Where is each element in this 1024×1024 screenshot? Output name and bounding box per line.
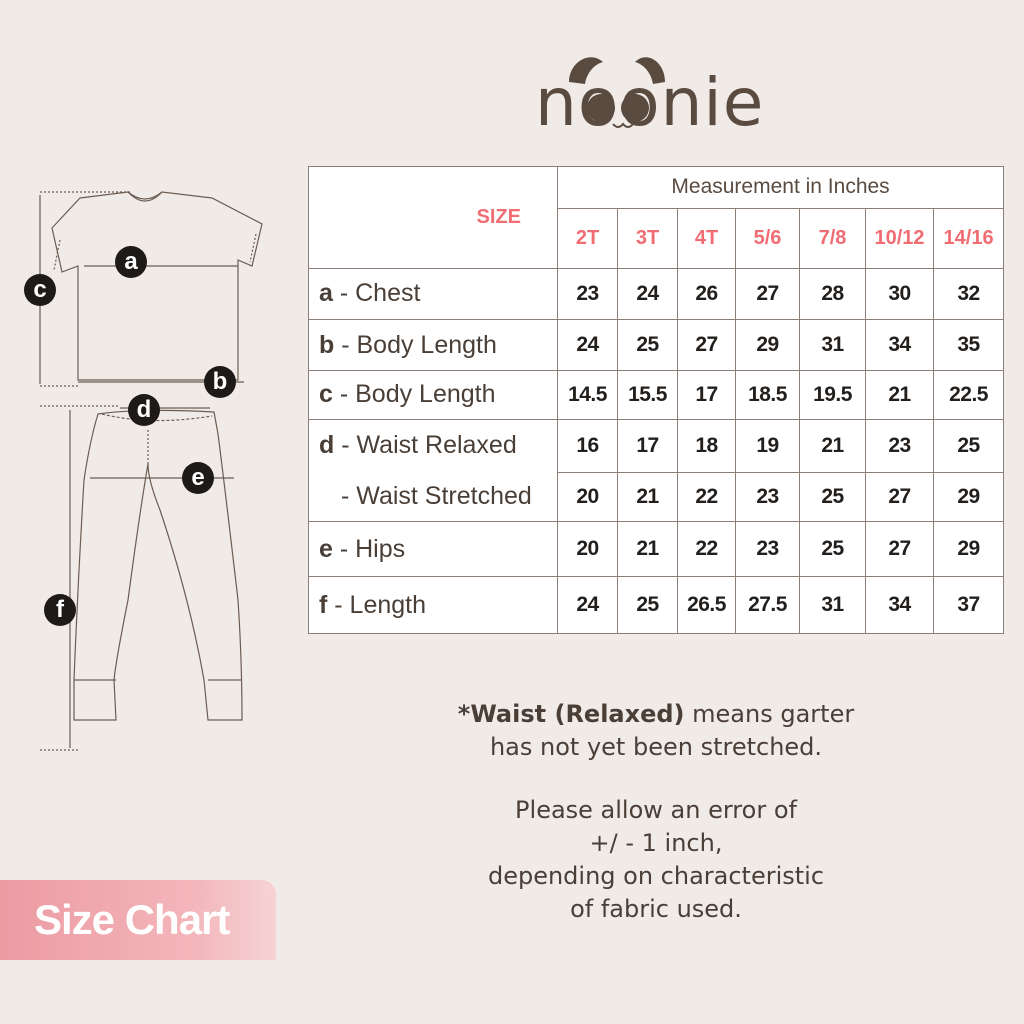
garment-diagram (20, 180, 290, 760)
table-cell: 20 (558, 522, 618, 577)
note-line-1-rest: means garter (684, 700, 855, 728)
row-label-text: - Waist Relaxed (334, 431, 517, 460)
table-cell: 22.5 (934, 371, 1004, 420)
table-row (309, 371, 1004, 420)
marker-b: b (204, 366, 236, 398)
table-cell: 23 (866, 419, 934, 472)
table-cell: 29 (934, 522, 1004, 577)
table-cell: 18 (678, 419, 736, 472)
size-7-8: 7/8 (800, 208, 866, 268)
table-cell: 27 (736, 268, 800, 320)
table-cell: 27 (866, 472, 934, 522)
table-cell: 19.5 (800, 371, 866, 420)
table-cell: 21 (618, 472, 678, 522)
brand-wordmark: noonie (535, 64, 765, 141)
table-cell: 22 (678, 522, 736, 577)
table-cell: 19 (736, 419, 800, 472)
table-row (309, 320, 1004, 371)
marker-f: f (44, 594, 76, 626)
table-cell: 25 (934, 419, 1004, 472)
row-label (309, 419, 558, 472)
marker-d: d (128, 394, 160, 426)
table-row (309, 472, 1004, 522)
size-header: SIZE (309, 167, 558, 269)
row-label-text: - Waist Stretched (341, 482, 532, 511)
table-cell: 27.5 (736, 577, 800, 634)
table-cell: 23 (736, 472, 800, 522)
size-2t: 2T (558, 208, 618, 268)
row-label-text: - Length (327, 590, 427, 619)
note-line-4: +/ - 1 inch, (589, 829, 723, 857)
note-line-5: depending on characteristic (487, 862, 825, 890)
row-label-text: - Body Length (332, 380, 496, 409)
table-row (309, 522, 1004, 577)
table-cell: 25 (800, 522, 866, 577)
table-cell: 15.5 (618, 371, 678, 420)
table-cell: 16 (558, 419, 618, 472)
table-cell: 34 (866, 577, 934, 634)
table-cell: 28 (800, 268, 866, 320)
table-cell: 26 (678, 268, 736, 320)
table-cell: 24 (558, 320, 618, 371)
table-cell: 29 (934, 472, 1004, 522)
row-letter: a (319, 279, 333, 308)
table-cell: 18.5 (736, 371, 800, 420)
size-3t: 3T (618, 208, 678, 268)
table-cell: 20 (558, 472, 618, 522)
table-cell: 25 (618, 577, 678, 634)
table-cell: 37 (934, 577, 1004, 634)
table-body (309, 268, 1004, 633)
table-cell: 31 (800, 577, 866, 634)
size-5-6: 5/6 (736, 208, 800, 268)
size-4t: 4T (678, 208, 736, 268)
table-cell: 35 (934, 320, 1004, 371)
note-line-2: has not yet been stretched. (489, 733, 823, 761)
table-row (309, 419, 1004, 472)
table-cell: 27 (678, 320, 736, 371)
table-cell: 17 (678, 371, 736, 420)
row-label (309, 320, 558, 371)
size-chart-badge (0, 880, 276, 960)
row-letter: e (319, 534, 333, 563)
table-row (309, 577, 1004, 634)
measurement-header: Measurement in Inches (558, 167, 1004, 209)
size-14-16: 14/16 (934, 208, 1004, 268)
notes (420, 698, 892, 926)
size-table (308, 166, 1004, 634)
table-cell: 21 (866, 371, 934, 420)
note-line-3: Please allow an error of (515, 796, 797, 824)
note-line-1 (420, 698, 892, 731)
table-cell: 17 (618, 419, 678, 472)
row-label-text: - Hips (332, 534, 406, 563)
pajama-illustration (20, 180, 290, 760)
row-label (309, 268, 558, 320)
row-label (309, 577, 558, 634)
table-cell: 32 (934, 268, 1004, 320)
table-cell: 31 (800, 320, 866, 371)
marker-e: e (182, 462, 214, 494)
row-label-text: - Body Length (334, 330, 497, 359)
table-cell: 29 (736, 320, 800, 371)
table-cell: 30 (866, 268, 934, 320)
table-cell: 21 (800, 419, 866, 472)
row-letter: b (319, 330, 335, 359)
table-cell: 34 (866, 320, 934, 371)
note-line-6: of fabric used. (570, 895, 742, 923)
table-cell: 24 (618, 268, 678, 320)
table-cell: 22 (678, 472, 736, 522)
row-label (309, 472, 558, 522)
table-cell: 26.5 (678, 577, 736, 634)
badge-label: Size Chart (34, 896, 230, 943)
brand-logo (535, 52, 785, 142)
row-letter: f (319, 590, 328, 619)
table-cell: 24 (558, 577, 618, 634)
table-cell: 14.5 (558, 371, 618, 420)
row-label (309, 522, 558, 577)
row-label-text: - Chest (332, 279, 421, 308)
row-label (309, 371, 558, 420)
table-cell: 21 (618, 522, 678, 577)
row-letter: d (319, 431, 335, 460)
table-cell: 27 (866, 522, 934, 577)
marker-a: a (115, 246, 147, 278)
marker-c: c (24, 274, 56, 306)
table-row (309, 268, 1004, 320)
row-letter: c (319, 380, 333, 409)
note-emphasis: *Waist (Relaxed) (457, 700, 685, 728)
table-cell: 25 (800, 472, 866, 522)
table-cell: 25 (618, 320, 678, 371)
table-cell: 23 (736, 522, 800, 577)
size-10-12: 10/12 (866, 208, 934, 268)
table-cell: 23 (558, 268, 618, 320)
